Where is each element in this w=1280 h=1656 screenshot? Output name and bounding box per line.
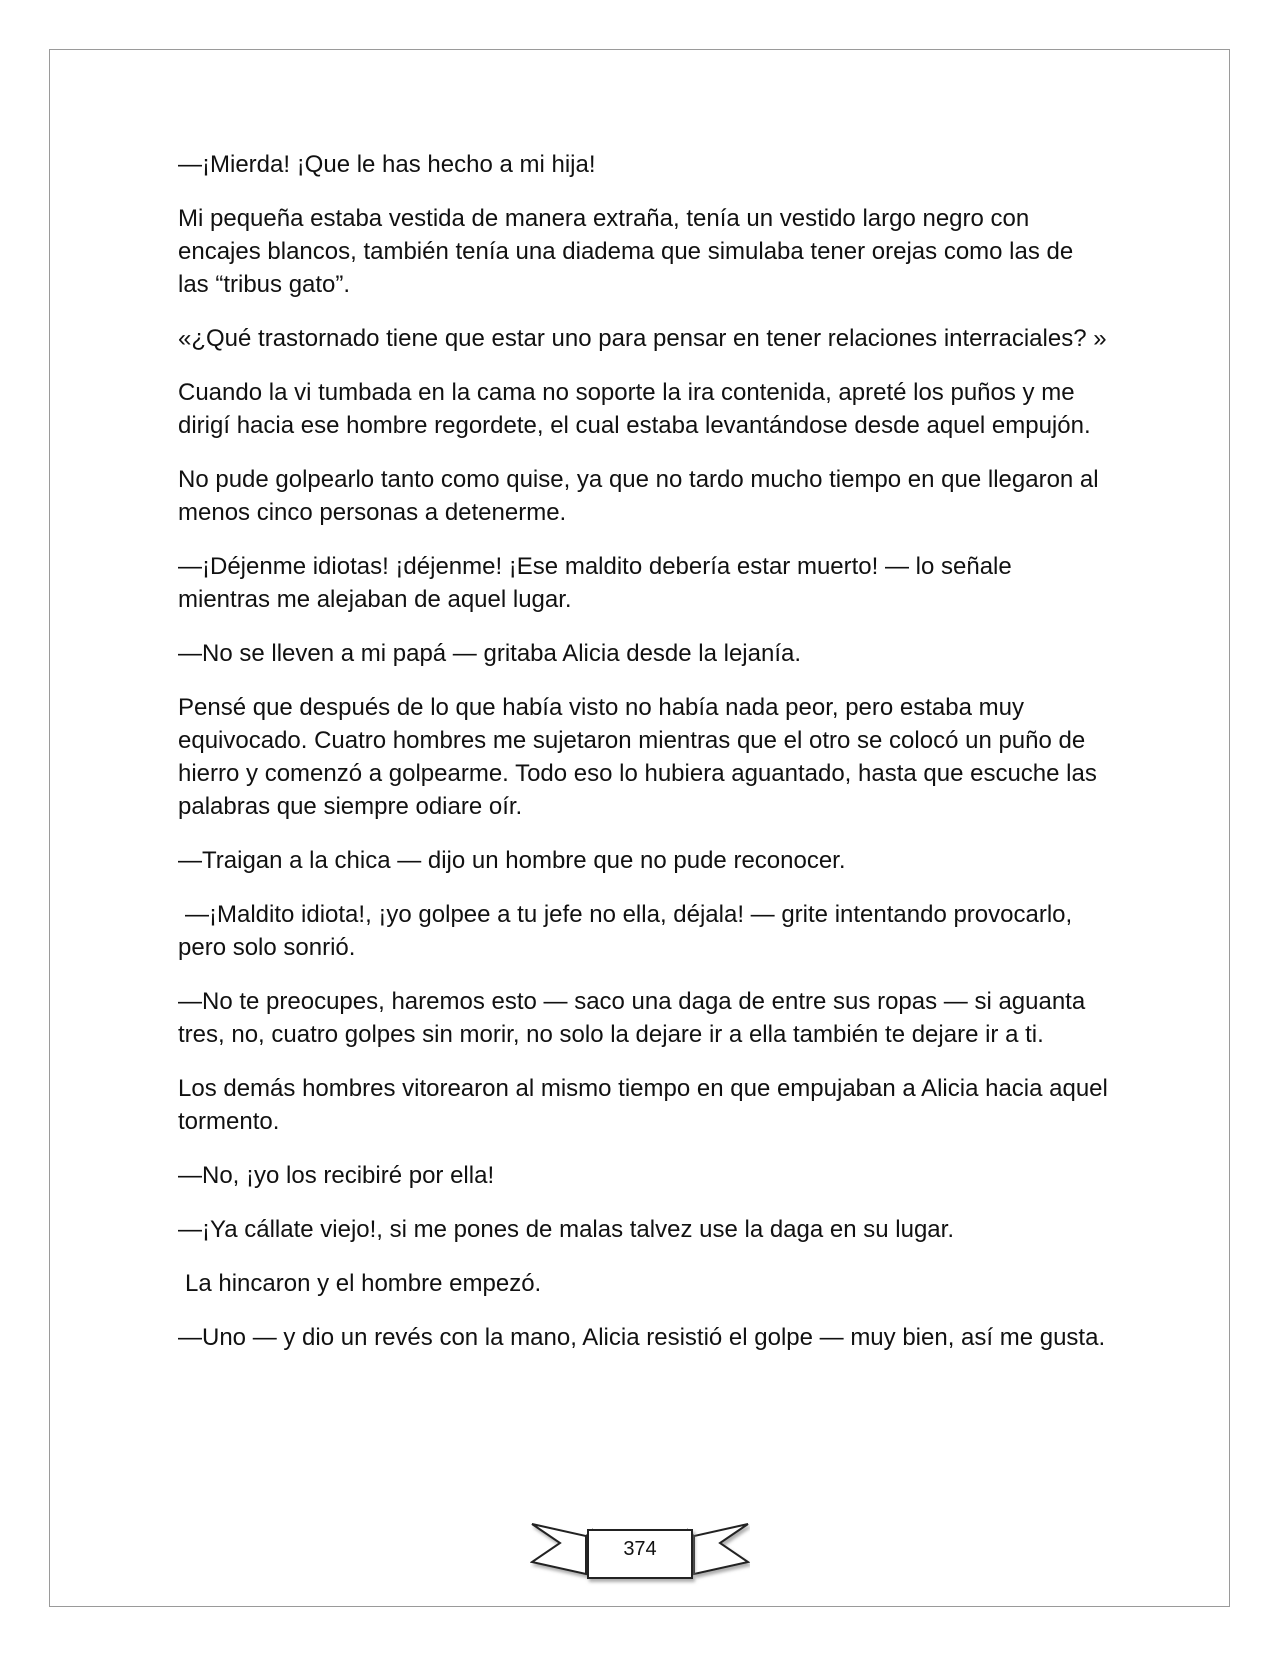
paragraph: Mi pequeña estaba vestida de manera extraña, tenía un vestido largo negro con encajes blancos, también tenía una diadema que simulaba tener orejas como las de las “tribus gato”.: [178, 205, 1074, 298]
page-number-banner: [530, 1516, 750, 1586]
paragraph: —No se lleven a mi papá — gritaba Alicia desde la lejanía.: [178, 640, 802, 667]
paragraph: —¡Maldito idiota!, ¡yo golpee a tu jefe no ella, déjala! — grite intentando provocarlo, pero solo sonrió.: [178, 901, 1073, 961]
page-number: 374: [623, 1538, 657, 1560]
paragraph: —¡Ya cállate viejo!, si me pones de malas talvez use la daga en su lugar.: [178, 1216, 954, 1243]
paragraph: Pensé que después de lo que había visto no había nada peor, pero estaba muy equivocado. Cuatro hombres me sujetaron mientras que el otro se colocó un puño de hierro y comenzó a golpearme. Todo eso lo hubiera aguantado, hasta que escuche las palabras que siempre odiare oír.: [178, 694, 1097, 820]
paragraph: «¿Qué trastornado tiene que estar uno para pensar en tener relaciones interraciales? »: [178, 325, 1107, 352]
paragraph: —Traigan a la chica — dijo un hombre que no pude reconocer.: [178, 847, 846, 874]
paragraph: —¡Déjenme idiotas! ¡déjenme! ¡Ese maldito debería estar muerto! — lo señale mientras me alejaban de aquel lugar.: [178, 553, 1012, 613]
paragraph: Cuando la vi tumbada en la cama no soporte la ira contenida, apreté los puños y me dirigí hacia ese hombre regordete, el cual estaba levantándose desde aquel empujón.: [178, 379, 1091, 439]
paragraph: —No te preocupes, haremos esto — saco una daga de entre sus ropas — si aguanta tres, no, cuatro golpes sin morir, no solo la dejare ir a ella también te dejare ir a ti.: [178, 988, 1086, 1048]
paragraph: —¡Mierda! ¡Que le has hecho a mi hija!: [178, 151, 596, 178]
document-body: [178, 148, 1108, 1375]
paragraph: —Uno — y dio un revés con la mano, Alicia resistió el golpe — muy bien, así me gusta.: [178, 1324, 1106, 1351]
paragraph: Los demás hombres vitorearon al mismo tiempo en que empujaban a Alicia hacia aquel tormento.: [178, 1075, 1108, 1135]
paragraph: —No, ¡yo los recibiré por ella!: [178, 1162, 495, 1189]
paragraph: No pude golpearlo tanto como quise, ya que no tardo mucho tiempo en que llegaron al menos cinco personas a detenerme.: [178, 466, 1099, 526]
paragraph: La hincaron y el hombre empezó.: [185, 1270, 542, 1297]
